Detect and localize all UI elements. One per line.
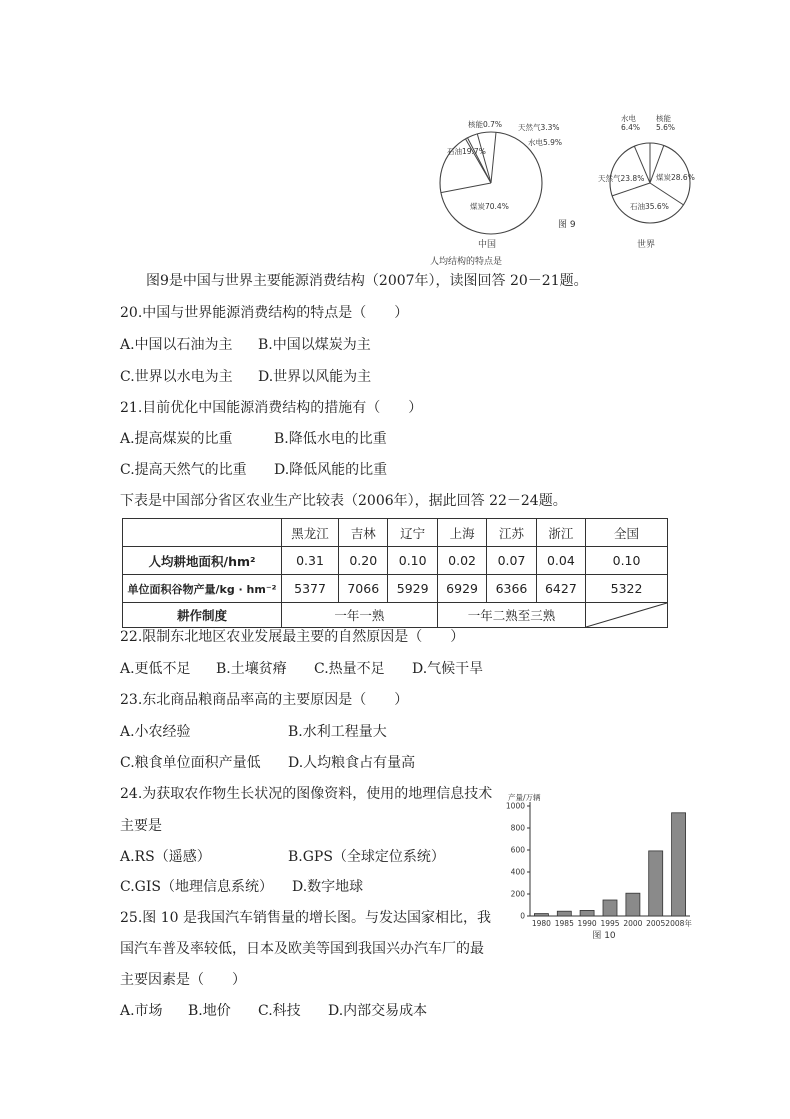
q25-option-d[interactable]: D.内部交易成本 (328, 1003, 428, 1019)
row-label-arable-land: 人均耕地面积/hm² (123, 547, 282, 575)
q22-option-d[interactable]: D.气候干旱 (412, 661, 484, 677)
table-row (123, 575, 668, 603)
q25-option-b[interactable]: B.地价 (188, 1003, 231, 1019)
table-cell: 5377 (282, 575, 339, 603)
bar-2005 (649, 851, 663, 916)
world-pie (610, 143, 690, 223)
table-cell: 7066 (339, 575, 388, 603)
table-corner (123, 519, 282, 547)
header-cell: 江苏 (487, 519, 536, 547)
y-tick-label: 200 (510, 889, 525, 899)
x-tick-label: 1985 (554, 919, 574, 928)
table-header-row (123, 519, 668, 547)
table-cell: 0.07 (487, 547, 536, 575)
q24-options-2 (120, 876, 363, 896)
q23: 23.东北商品粮商品率高的主要原因是（ ） (120, 692, 409, 708)
x-tick-label: 1995 (600, 919, 620, 928)
world-label-coal: 煤炭28.6% (656, 173, 695, 182)
world-pie-label: 世界 (637, 240, 656, 250)
header-cell: 浙江 (536, 519, 585, 547)
table-row (123, 603, 668, 628)
table-cell: 0.31 (282, 547, 339, 575)
q23-options-2 (120, 752, 415, 772)
y-axis-label: 产量/万辆 (508, 793, 541, 802)
table-cell: 0.04 (536, 547, 585, 575)
table-cell: 6427 (536, 575, 585, 603)
bar-2000 (626, 893, 640, 916)
q22: 22.限制东北地区农业发展最主要的自然原因是（ ） (120, 629, 465, 645)
table-cell: 5322 (586, 575, 668, 603)
q23-options-1 (120, 721, 387, 741)
bar-1990 (580, 910, 594, 916)
q21-options-2 (120, 459, 387, 479)
q22-option-b[interactable]: B.土壤贫瘠 (216, 661, 287, 677)
fig9-label: 图 9 (558, 220, 576, 230)
y-tick-label: 0 (520, 911, 525, 921)
cut-caption: 人均结构的特点是 (430, 257, 503, 266)
y-tick-label: 800 (510, 823, 525, 833)
q24-line2: 主要是 (120, 818, 162, 834)
q22-option-a[interactable]: A.更低不足 (120, 661, 191, 677)
table-cell: 6929 (437, 575, 486, 603)
header-cell: 黑龙江 (282, 519, 339, 547)
q22-option-c[interactable]: C.热量不足 (314, 661, 385, 677)
y-tick-label: 400 (510, 867, 525, 877)
x-tick-label: 2005 (646, 919, 666, 928)
figure-9 (430, 108, 700, 266)
header-cell: 上海 (437, 519, 486, 547)
q20-option-d[interactable]: D.世界以风能为主 (258, 369, 372, 385)
bar-1985 (557, 911, 571, 916)
diagonal-cell (586, 603, 668, 628)
q24-option-c[interactable]: C.GIS（地理信息系统） (120, 879, 273, 895)
header-cell: 吉林 (339, 519, 388, 547)
q23-option-a[interactable]: A.小农经验 (120, 724, 191, 740)
world-label-nuclear-top: 核能 (656, 114, 671, 123)
x-tick-label: 1990 (577, 919, 597, 928)
q23-option-c[interactable]: C.粮食单位面积产量低 (120, 755, 261, 771)
q25-line1: 25.图 10 是我国汽车销售量的增长图。与发达国家相比，我 (120, 910, 491, 926)
q23-option-d[interactable]: D.人均粮食占有量高 (288, 755, 416, 771)
q25-line2: 国汽车普及率较低，日本及欧美等国到我国兴办汽车厂的最 (120, 941, 484, 957)
y-tick-label: 1000 (505, 801, 525, 811)
world-label-hydro-bottom: 6.4% (621, 123, 641, 132)
table-row (123, 547, 668, 575)
q21: 21.目前优化中国能源消费结构的措施有（ ） (120, 400, 423, 416)
q21-options-1 (120, 428, 387, 448)
q21-option-d[interactable]: D.降低风能的比重 (274, 462, 388, 478)
china-label-coal: 煤炭70.4% (470, 202, 509, 211)
q24-option-a[interactable]: A.RS（遥感） (120, 849, 211, 865)
table-intro: 下表是中国部分省区农业生产比较表（2006年），据此回答 22－24题。 (120, 493, 567, 509)
fig10-caption: 图 10 (592, 931, 616, 941)
table-cell: 5929 (388, 575, 437, 603)
row-label-grain-yield: 单位面积谷物产量/kg · hm⁻² (123, 575, 282, 603)
row-label-farming-system: 耕作制度 (123, 603, 282, 628)
world-label-nuclear-bottom: 5.6% (656, 123, 676, 132)
q21-option-b[interactable]: B.降低水电的比重 (274, 431, 387, 447)
x-tick-label: 2000 (623, 919, 643, 928)
q20: 20.中国与世界能源消费结构的特点是（ ） (120, 305, 409, 321)
china-label-gas: 天然气3.3% (518, 123, 560, 132)
q24-option-d[interactable]: D.数字地球 (292, 879, 364, 895)
q21-option-a[interactable]: A.提高煤炭的比重 (120, 431, 233, 447)
figure-10-bar-chart (500, 788, 700, 943)
q20-option-b[interactable]: B.中国以煤炭为主 (258, 337, 371, 353)
q24-line1: 24.为获取农作物生长状况的图像资料，使用的地理信息技术 (120, 786, 493, 802)
q24-option-b[interactable]: B.GPS（全球定位系统） (288, 849, 445, 865)
world-label-hydro-top: 水电 (621, 114, 636, 123)
bar-1995 (603, 900, 617, 916)
q20-option-c[interactable]: C.世界以水电为主 (120, 369, 233, 385)
q25-option-c[interactable]: C.科技 (258, 1003, 301, 1019)
q23-option-b[interactable]: B.水利工程量大 (288, 724, 387, 740)
q25-option-a[interactable]: A.市场 (120, 1003, 163, 1019)
china-label-oil: 石油19.7% (447, 147, 486, 156)
q25-line3: 主要因素是（ ） (120, 972, 246, 988)
q20-option-a[interactable]: A.中国以石油为主 (120, 337, 233, 353)
world-label-oil: 石油35.6% (630, 202, 669, 211)
table-cell: 0.20 (339, 547, 388, 575)
bar-2008年 (672, 813, 686, 916)
q22-options (120, 658, 483, 678)
q20-options-1 (120, 334, 371, 354)
y-tick-label: 600 (510, 845, 525, 855)
farming-system-north: 一年一熟 (282, 603, 438, 628)
china-pie-label: 中国 (478, 240, 497, 250)
bar-1980 (534, 914, 548, 916)
header-cell: 辽宁 (388, 519, 437, 547)
agriculture-table (122, 518, 668, 628)
table-cell: 6366 (487, 575, 536, 603)
intro-fig9: 图9是中国与世界主要能源消费结构（2007年），读图回答 20－21题。 (146, 273, 588, 289)
x-tick-label: 2008年 (665, 919, 692, 928)
china-label-hydro: 水电5.9% (528, 138, 563, 147)
table-cell: 0.02 (437, 547, 486, 575)
farming-system-south: 一年二熟至三熟 (437, 603, 585, 628)
table-cell: 0.10 (388, 547, 437, 575)
q20-options-2 (120, 366, 371, 386)
china-label-nuclear: 核能0.7% (468, 120, 503, 129)
header-cell: 全国 (586, 519, 668, 547)
q21-option-c[interactable]: C.提高天然气的比重 (120, 462, 247, 478)
q25-options (120, 1000, 427, 1020)
x-tick-label: 1980 (531, 919, 551, 928)
world-label-gas: 天然气23.8% (598, 174, 645, 183)
table-cell: 0.10 (586, 547, 668, 575)
q24-options-1 (120, 846, 445, 866)
